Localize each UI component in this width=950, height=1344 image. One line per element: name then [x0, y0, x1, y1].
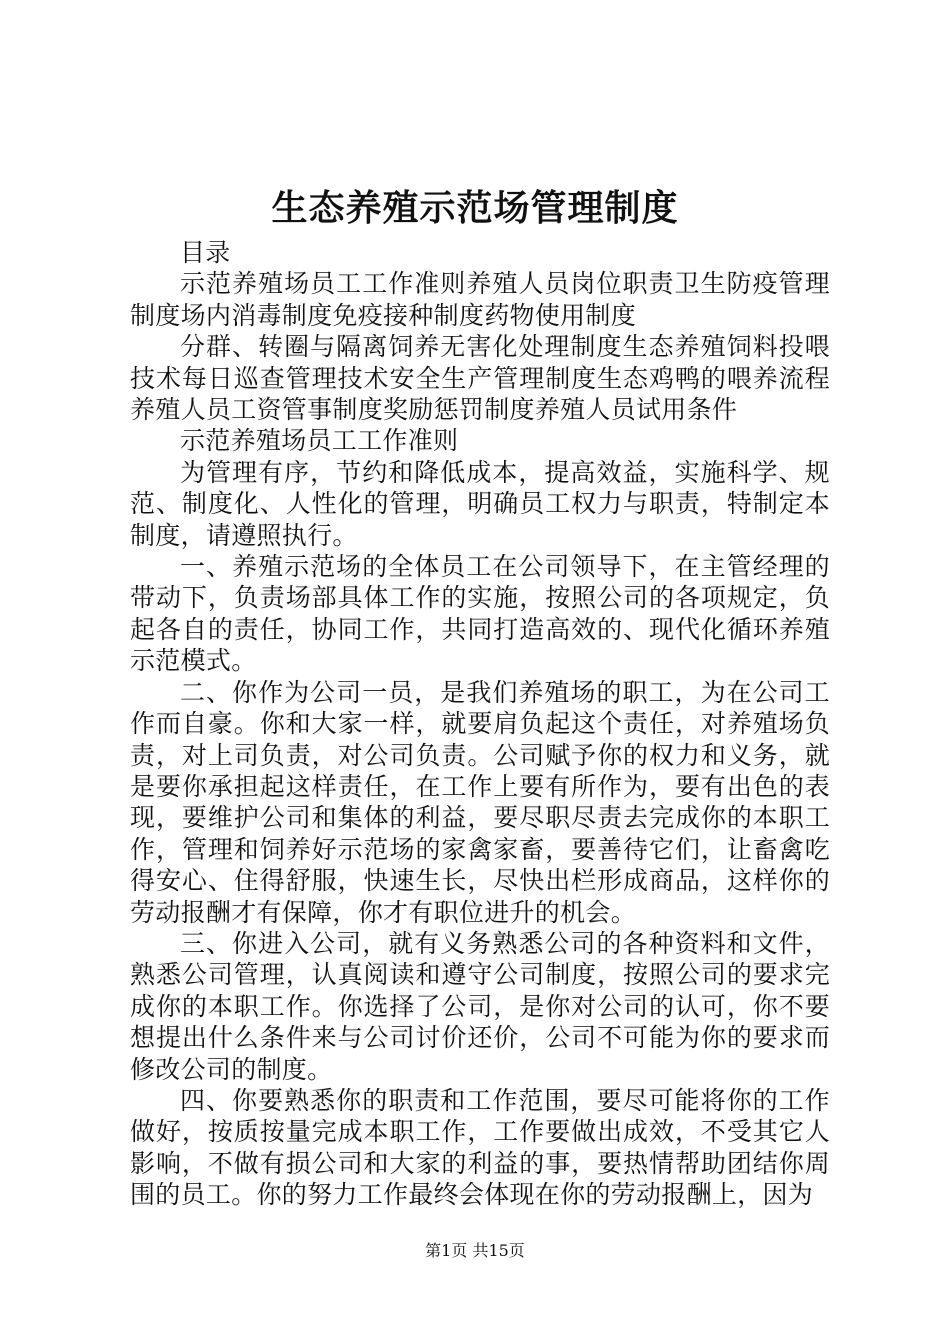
- toc-line-2: 分群、转圈与隔离饲养无害化处理制度生态养殖饲料投喂技术每日巡查管理技术安全生产管理制度生态鸡鸭的喂养流程养殖人员工资管事制度奖励惩罚制度养殖人员试用条件: [130, 332, 830, 425]
- paragraph-1: 一、养殖示范场的全体员工在公司领导下，在主管经理的带动下，负责场部具体工作的实施，按照公司的各项规定，负起各自的责任，协同工作，共同打造高效的、现代化循环养殖示范模式。: [130, 552, 830, 676]
- paragraph-4: 四、你要熟悉你的职责和工作范围，要尽可能将你的工作做好，按质按量完成本职工作，工作要做出成效，不受其它人影响，不做有损公司和大家的利益的事，要热情帮助团结你周围的员工。你的努力工作最终会体现在你的劳动报酬上，因为: [130, 1085, 830, 1210]
- section-heading: 示范养殖场员工工作准则: [180, 426, 459, 456]
- toc-line-1: 示范养殖场员工工作准则养殖人员岗位职责卫生防疫管理制度场内消毒制度免疫接种制度药物使用制度: [130, 269, 830, 330]
- page-number-footer: 第1页 共15页: [425, 1241, 525, 1260]
- paragraph-3: 三、你进入公司，就有义务熟悉公司的各种资料和文件，熟悉公司管理，认真阅读和遵守公司制度，按照公司的要求完成你的本职工作。你选择了公司，是你对公司的认可，你不要想提出什么条件来与公司讨价还价，公司不可能为你的要求而修改公司的制度。: [130, 928, 830, 1084]
- paragraph-intro: 为管理有序，节约和降低成本，提高效益，实施科学、规范、制度化、人性化的管理，明确员工权力与职责，特制定本制度，请遵照执行。: [130, 457, 830, 550]
- toc-heading: 目录: [180, 238, 231, 267]
- paragraph-2: 二、你作为公司一员，是我们养殖场的职工，为在公司工作而自豪。你和大家一样，就要肩负起这个责任，对养殖场负责，对上司负责，对公司负责。公司赋予你的权力和义务，就是要你承担起这样责任，在工作上要有所作为，要有出色的表现，要维护公司和集体的利益，要尽职尽责去完成你的本职工作，管理和饲养好示范场的家禽家畜，要善待它们，让畜禽吃得安心、住得舒服，快速生长，尽快出栏形成商品，这样你的劳动报酬才有保障，你才有职位进升的机会。: [130, 677, 830, 927]
- document-title: 生态养殖示范场管理制度: [271, 187, 679, 229]
- document-body: [130, 237, 830, 1211]
